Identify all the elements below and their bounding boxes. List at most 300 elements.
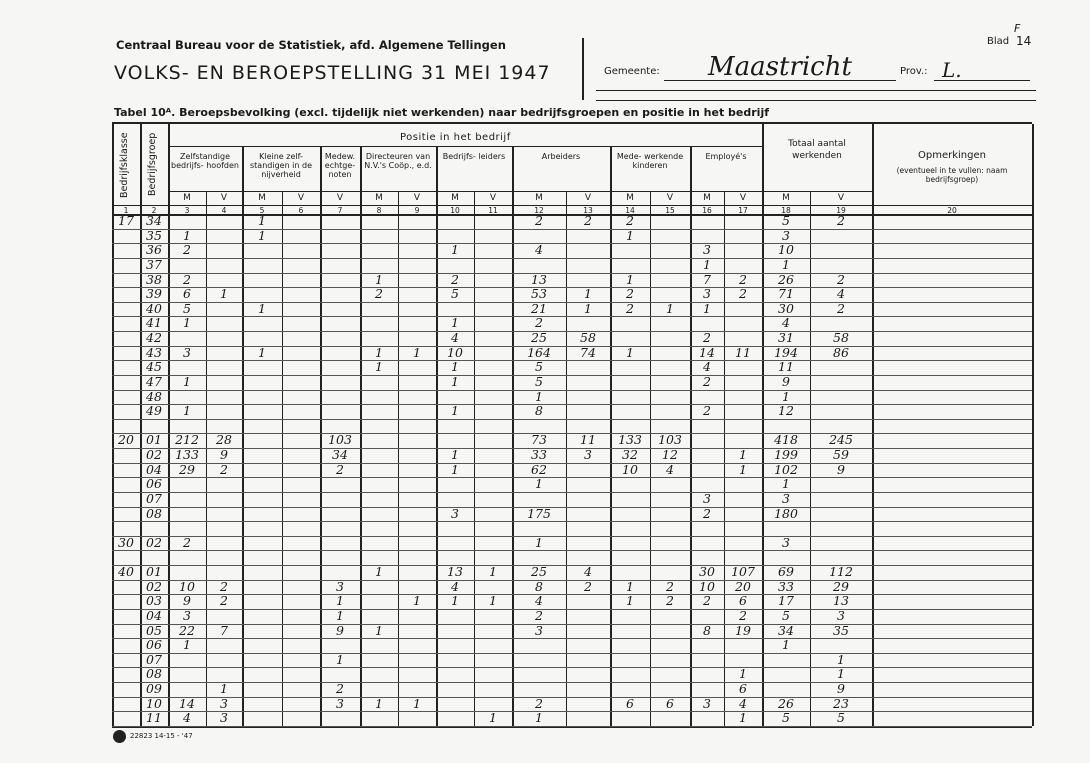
table-cell: 26	[778, 271, 794, 287]
table-cell: 1	[451, 242, 459, 258]
row-code: 38	[146, 271, 162, 287]
table-row-rule	[112, 594, 1032, 595]
table-cell: 103	[658, 432, 682, 448]
table-cell: 1	[183, 315, 191, 331]
column-number: 7	[337, 206, 343, 215]
table-cell: 5	[535, 373, 543, 389]
table-column-rule	[690, 146, 692, 726]
kleine-heading: Kleine zelf- standigen in de nijverheid	[249, 152, 313, 179]
table-cell: 5	[535, 359, 543, 375]
table-cell: 2	[739, 607, 747, 623]
header-rule	[168, 146, 762, 147]
table-cell: 1	[183, 403, 191, 419]
table-cell: 3	[183, 607, 191, 623]
column-number: 18	[781, 206, 791, 215]
row-code: 02	[146, 534, 162, 550]
table-row-rule	[112, 638, 1032, 639]
table-cell: 21	[531, 300, 547, 316]
table-cell: 53	[531, 286, 547, 302]
table-cell: 71	[778, 286, 794, 302]
table-cell: 245	[829, 432, 853, 448]
table-cell: 1	[258, 227, 266, 243]
row-code: 10	[146, 695, 162, 711]
row-code: 40	[146, 300, 162, 316]
table-row-rule	[112, 521, 1032, 522]
table-cell: 102	[774, 461, 798, 477]
table-cell: 133	[175, 447, 199, 463]
table-cell: 2	[837, 271, 845, 287]
table-cell: 73	[531, 432, 547, 448]
gemeente-label: Gemeente:	[604, 66, 660, 77]
table-cell: 1	[451, 373, 459, 389]
table-cell: 11	[735, 344, 751, 360]
table-cell: 3	[837, 607, 845, 623]
table-cell: 6	[739, 681, 747, 697]
column-number: 12	[534, 206, 544, 215]
table-cell: 3	[584, 447, 592, 463]
table-row-rule	[112, 243, 1032, 244]
table-cell: 1	[183, 373, 191, 389]
row-code: 02	[146, 578, 162, 594]
row-code: 39	[146, 286, 162, 302]
table-cell: 7	[220, 622, 228, 638]
table-row-rule	[112, 360, 1032, 361]
row-code: 04	[146, 461, 162, 477]
mv-label: M	[782, 193, 790, 203]
table-cell: 1	[451, 447, 459, 463]
table-cell: 9	[837, 461, 845, 477]
row-code: 45	[146, 359, 162, 375]
mv-label: M	[258, 193, 266, 203]
table-cell: 14	[179, 695, 195, 711]
mv-label: M	[375, 193, 383, 203]
table-cell: 30	[778, 300, 794, 316]
table-title: Tabel 10ᴬ. Beroepsbevolking (excl. tijdelijk niet werkenden) naar bedrijfsgroepen en positie in het bedrijf	[114, 106, 769, 119]
bedrijfsgroep-heading: Bedrijfsgroep	[147, 132, 158, 196]
table-cell: 5	[451, 286, 459, 302]
table-cell: 33	[531, 447, 547, 463]
table-cell: 2	[626, 286, 634, 302]
mv-label: V	[739, 193, 747, 203]
row-code: 47	[146, 373, 162, 389]
prov-value: L.	[942, 58, 962, 82]
table-cell: 1	[837, 651, 845, 667]
table-cell: 2	[626, 300, 634, 316]
table-cell: 2	[375, 286, 383, 302]
mv-label: V	[336, 193, 344, 203]
table-cell: 22	[179, 622, 195, 638]
table-cell: 25	[531, 330, 547, 346]
table-cell: 26	[778, 695, 794, 711]
table-cell: 1	[375, 344, 383, 360]
table-cell: 2	[703, 505, 711, 521]
row-code: 17	[118, 213, 134, 228]
table-cell: 12	[662, 447, 678, 463]
table-cell: 164	[527, 344, 551, 360]
table-cell: 1	[413, 344, 421, 360]
medew-heading: Medew. echtge- noten	[324, 152, 356, 179]
table-cell: 4	[782, 315, 790, 331]
table-cell: 2	[739, 286, 747, 302]
row-code: 07	[146, 651, 162, 667]
table-cell: 29	[833, 578, 849, 594]
table-cell: 2	[451, 271, 459, 287]
table-cell: 1	[336, 593, 344, 609]
column-number: 15	[665, 206, 675, 215]
table-cell: 25	[531, 564, 547, 580]
table-cell: 2	[220, 578, 228, 594]
table-cell: 2	[837, 213, 845, 228]
table-cell: 1	[451, 593, 459, 609]
table-cell: 2	[666, 593, 674, 609]
table-cell: 12	[778, 403, 794, 419]
table-cell: 9	[837, 681, 845, 697]
table-cell: 3	[451, 505, 459, 521]
table-cell: 1	[535, 710, 543, 726]
table-cell: 5	[782, 607, 790, 623]
table-row-rule	[112, 419, 1032, 420]
mv-label: M	[451, 193, 459, 203]
table-cell: 6	[666, 695, 674, 711]
table-row-rule	[112, 316, 1032, 317]
row-code: 35	[146, 227, 162, 243]
table-cell: 133	[618, 432, 642, 448]
table-cell: 20	[735, 578, 751, 594]
table-cell: 58	[833, 330, 849, 346]
table-cell: 4	[183, 710, 191, 726]
table-cell: 10	[179, 578, 195, 594]
row-code: 42	[146, 330, 162, 346]
row-code: 36	[146, 242, 162, 258]
table-cell: 69	[778, 564, 794, 580]
table-cell: 5	[782, 213, 790, 228]
table-row-rule	[112, 624, 1032, 625]
table-cell: 1	[220, 286, 228, 302]
mv-label: V	[413, 193, 421, 203]
row-code: 06	[146, 476, 162, 492]
column-number: 16	[702, 206, 712, 215]
table-row-rule	[112, 726, 1032, 727]
table-row-rule	[112, 375, 1032, 376]
table-cell: 2	[336, 681, 344, 697]
mv-label: V	[837, 193, 845, 203]
table-cell: 1	[535, 534, 543, 550]
mv-label: V	[666, 193, 674, 203]
table-cell: 74	[580, 344, 596, 360]
table-cell: 3	[703, 242, 711, 258]
table-cell: 10	[622, 461, 638, 477]
table-cell: 9	[336, 622, 344, 638]
table-cell: 6	[739, 593, 747, 609]
table-cell: 1	[739, 447, 747, 463]
table-cell: 2	[584, 213, 592, 228]
table-cell: 3	[220, 695, 228, 711]
table-cell: 2	[535, 695, 543, 711]
blad-value: 14	[1016, 34, 1032, 48]
table-row-rule	[112, 507, 1032, 508]
table-cell: 1	[258, 300, 266, 316]
table-cell: 13	[447, 564, 463, 580]
table-cell: 1	[413, 593, 421, 609]
table-cell: 9	[183, 593, 191, 609]
column-number: 11	[488, 206, 498, 215]
table-cell: 2	[535, 315, 543, 331]
table-cell: 1	[837, 666, 845, 682]
table-cell: 2	[220, 461, 228, 477]
mv-label: M	[535, 193, 543, 203]
table-row-rule	[112, 273, 1032, 274]
column-number: 14	[625, 206, 635, 215]
column-number: 5	[259, 206, 265, 215]
table-cell: 62	[531, 461, 547, 477]
table-cell: 1	[375, 622, 383, 638]
table-cell: 9	[782, 373, 790, 389]
prov-label: Prov.:	[900, 66, 928, 77]
table-cell: 1	[375, 695, 383, 711]
table-cell: 2	[535, 607, 543, 623]
column-number: 13	[583, 206, 593, 215]
table-cell: 1	[626, 344, 634, 360]
table-cell: 2	[336, 461, 344, 477]
table-row-rule	[112, 477, 1032, 478]
row-code: 34	[146, 213, 162, 228]
table-cell: 112	[829, 564, 853, 580]
table-cell: 194	[774, 344, 798, 360]
table-cell: 3	[782, 490, 790, 506]
table-cell: 418	[774, 432, 798, 448]
employes-heading: Employé's	[705, 152, 747, 161]
table-cell: 17	[778, 593, 794, 609]
header-rule	[168, 191, 872, 192]
table-cell: 11	[580, 432, 596, 448]
column-number: 10	[450, 206, 460, 215]
table-cell: 3	[782, 534, 790, 550]
table-row-rule	[112, 404, 1032, 405]
mv-label: V	[489, 193, 497, 203]
table-cell: 8	[535, 403, 543, 419]
table-cell: 30	[699, 564, 715, 580]
table-cell: 3	[782, 227, 790, 243]
row-code: 02	[146, 447, 162, 463]
table-column-rule	[360, 146, 362, 726]
table-cell: 2	[703, 330, 711, 346]
table-cell: 4	[535, 593, 543, 609]
row-code: 41	[146, 315, 162, 331]
table-cell: 6	[626, 695, 634, 711]
table-cell: 33	[778, 578, 794, 594]
row-code: 11	[146, 710, 162, 726]
table-cell: 1	[584, 286, 592, 302]
table-cell: 1	[626, 578, 634, 594]
table-cell: 103	[328, 432, 352, 448]
column-number: 19	[836, 206, 846, 215]
table-cell: 1	[336, 607, 344, 623]
table-cell: 9	[220, 447, 228, 463]
row-code: 20	[118, 432, 134, 448]
table-cell: 1	[336, 651, 344, 667]
table-cell: 212	[175, 432, 199, 448]
column-number: 3	[184, 206, 190, 215]
table-cell: 1	[375, 359, 383, 375]
table-cell: 3	[336, 695, 344, 711]
table-cell: 1	[666, 300, 674, 316]
table-cell: 4	[451, 578, 459, 594]
table-cell: 1	[375, 271, 383, 287]
table-cell: 180	[774, 505, 798, 521]
table-cell: 3	[703, 695, 711, 711]
table-cell: 1	[258, 344, 266, 360]
table-cell: 35	[833, 622, 849, 638]
mv-label: V	[584, 193, 592, 203]
table-row-rule	[112, 550, 1032, 551]
print-code: 22823 14-15 - '47	[130, 732, 193, 740]
table-cell: 2	[703, 593, 711, 609]
table-cell: 34	[778, 622, 794, 638]
table-row-rule	[112, 463, 1032, 464]
table-cell: 8	[535, 578, 543, 594]
column-number: 8	[376, 206, 382, 215]
arbeiders-heading: Arbeiders	[541, 152, 581, 161]
table-cell: 3	[703, 286, 711, 302]
mv-label: M	[626, 193, 634, 203]
table-cell: 1	[782, 256, 790, 272]
table-cell: 2	[183, 242, 191, 258]
table-cell: 1	[782, 388, 790, 404]
table-cell: 1	[703, 300, 711, 316]
row-code: 03	[146, 593, 162, 609]
table-row-rule	[112, 536, 1032, 537]
mv-label: M	[703, 193, 711, 203]
table-cell: 1	[451, 315, 459, 331]
table-cell: 4	[584, 564, 592, 580]
table-cell: 28	[216, 432, 232, 448]
table-cell: 4	[703, 359, 711, 375]
directeuren-heading: Directeuren van N.V.'s Coöp., e.d.	[364, 152, 432, 170]
bedrijfsklasse-heading: Bedrijfsklasse	[119, 132, 130, 198]
column-number: 1	[123, 206, 129, 215]
table-cell: 1	[220, 681, 228, 697]
table-row-rule	[112, 653, 1032, 654]
table-cell: 199	[774, 447, 798, 463]
table-cell: 5	[782, 710, 790, 726]
table-cell: 32	[622, 447, 638, 463]
table-cell: 4	[535, 242, 543, 258]
table-cell: 1	[451, 403, 459, 419]
column-number: 17	[738, 206, 748, 215]
table-row-rule	[112, 697, 1032, 698]
table-cell: 1	[489, 564, 497, 580]
table-row-rule	[112, 682, 1032, 683]
table-cell: 8	[703, 622, 711, 638]
totaal-heading: Totaal aantal werkenden	[788, 139, 846, 161]
cbs-logo-icon	[113, 730, 126, 743]
table-cell: 3	[703, 490, 711, 506]
table-cell: 2	[183, 271, 191, 287]
table-cell: 3	[183, 344, 191, 360]
row-code: 04	[146, 607, 162, 623]
table-column-rule	[474, 191, 475, 726]
bureau-name: Centraal Bureau voor de Statistiek, afd. Algemene Tellingen	[116, 38, 506, 52]
table-cell: 2	[535, 213, 543, 228]
table-cell: 1	[584, 300, 592, 316]
table-cell: 1	[535, 476, 543, 492]
table-cell: 2	[584, 578, 592, 594]
table-column-rule	[282, 191, 283, 726]
table-cell: 11	[778, 359, 794, 375]
table-cell: 86	[833, 344, 849, 360]
table-cell: 2	[739, 271, 747, 287]
row-code: 49	[146, 403, 162, 419]
table-cell: 14	[699, 344, 715, 360]
table-cell: 2	[666, 578, 674, 594]
table-column-rule	[398, 191, 399, 726]
blad-prefix: F	[1014, 22, 1021, 35]
mv-label: V	[297, 193, 305, 203]
row-code: 08	[146, 666, 162, 682]
row-code: 01	[146, 432, 162, 448]
table-cell: 29	[179, 461, 195, 477]
table-cell: 6	[183, 286, 191, 302]
row-code: 40	[118, 564, 134, 580]
table-cell: 1	[413, 695, 421, 711]
table-cell: 1	[739, 710, 747, 726]
table-cell: 10	[778, 242, 794, 258]
table-cell: 4	[666, 461, 674, 477]
table-cell: 13	[833, 593, 849, 609]
table-cell: 3	[220, 710, 228, 726]
table-cell: 34	[332, 447, 348, 463]
table-cell: 1	[535, 388, 543, 404]
table-row-rule	[112, 258, 1032, 259]
table-column-rule	[436, 146, 438, 726]
table-cell: 1	[739, 461, 747, 477]
table-cell: 59	[833, 447, 849, 463]
opmerkingen-subheading: (eventueel in te vullen: naam bedrijfsgroep)	[896, 166, 1008, 184]
table-cell: 5	[837, 710, 845, 726]
table-row-rule	[112, 492, 1032, 493]
table-cell: 4	[451, 330, 459, 346]
medewerkende-heading: Mede- werkende kinderen	[616, 152, 684, 170]
table-cell: 1	[451, 461, 459, 477]
table-cell: 2	[183, 534, 191, 550]
table-cell: 1	[451, 359, 459, 375]
table-cell: 13	[531, 271, 547, 287]
table-cell: 23	[833, 695, 849, 711]
bedrijfsleiders-heading: Bedrijfs- leiders	[442, 152, 506, 161]
table-cell: 1	[739, 666, 747, 682]
table-cell: 2	[837, 300, 845, 316]
table-cell: 7	[703, 271, 711, 287]
table-cell: 175	[527, 505, 551, 521]
table-cell: 107	[731, 564, 755, 580]
table-column-rule	[1032, 124, 1034, 726]
column-number: 9	[414, 206, 420, 215]
column-number: 2	[151, 206, 157, 215]
table-cell: 1	[258, 213, 266, 228]
table-cell: 1	[375, 564, 383, 580]
row-code: 01	[146, 564, 162, 580]
row-code: 07	[146, 490, 162, 506]
table-cell: 1	[183, 637, 191, 653]
table-cell: 1	[782, 637, 790, 653]
form-title: VOLKS- EN BEROEPSTELLING 31 MEI 1947	[114, 62, 551, 84]
column-number: 4	[221, 206, 227, 215]
row-code: 30	[118, 534, 134, 550]
column-number: 6	[298, 206, 304, 215]
table-cell: 2	[626, 213, 634, 228]
table-cell: 10	[447, 344, 463, 360]
table-row-rule	[112, 609, 1032, 610]
